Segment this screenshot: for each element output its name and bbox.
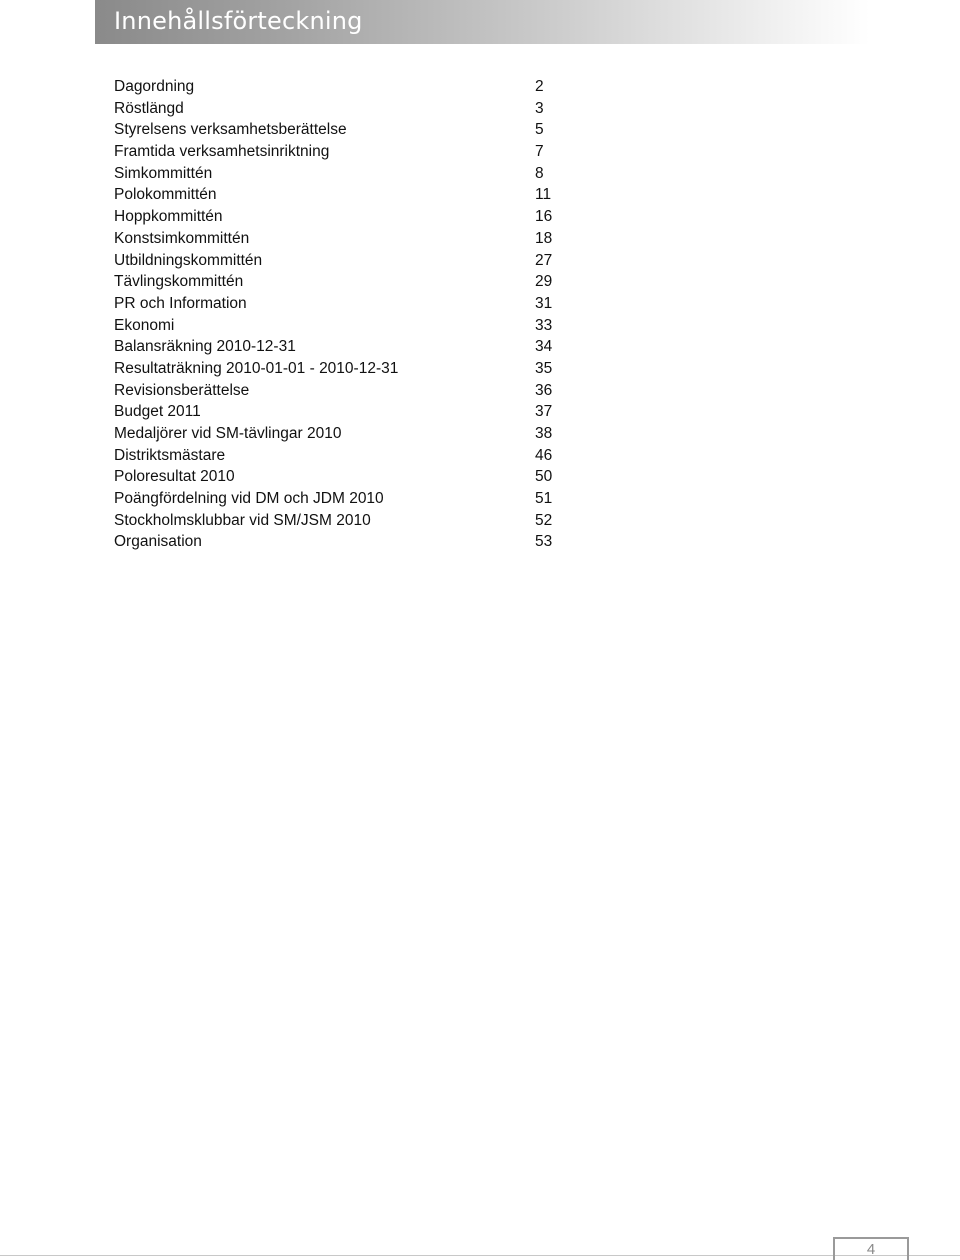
toc-entry[interactable] [114, 271, 574, 293]
toc-entry-label: Tävlingskommittén [114, 273, 244, 291]
header-band [95, 0, 870, 44]
toc-entry-label: PR och Information [114, 294, 247, 312]
toc-entry-page: 52 [535, 511, 553, 529]
toc-entry-label: Utbildningskommittén [114, 251, 263, 269]
toc-entry[interactable] [114, 445, 574, 467]
toc-entry-page: 2 [535, 78, 544, 95]
toc-entry[interactable] [114, 184, 574, 206]
toc-entry-page: 38 [535, 425, 553, 442]
toc-entry-page: 16 [535, 208, 553, 226]
page-number-box [833, 1237, 909, 1260]
toc-entry[interactable] [114, 380, 574, 402]
toc-entry[interactable] [114, 76, 574, 98]
toc-entry-page: 5 [535, 121, 544, 139]
toc-entry[interactable] [114, 336, 574, 358]
toc-entry-page: 46 [535, 446, 553, 464]
toc-entry-page: 8 [535, 164, 544, 182]
toc-entry-page: 29 [535, 273, 553, 291]
toc-entry[interactable] [114, 206, 574, 228]
toc-entry-page: 33 [535, 316, 553, 334]
toc-entry-page: 53 [535, 533, 553, 551]
toc-entry-page: 34 [535, 338, 553, 356]
toc-entry[interactable] [114, 98, 574, 120]
toc-entry-label: Budget 2011 [114, 403, 201, 421]
toc-entry-label: Ekonomi [114, 316, 175, 334]
toc-entry-label: Dagordning [114, 78, 195, 95]
toc-entry[interactable] [114, 423, 574, 445]
toc-entry-page: 7 [535, 143, 544, 161]
toc-entry-label: Polokommittén [114, 186, 217, 204]
toc-entry[interactable] [114, 358, 574, 380]
toc-entry-label: Hoppkommittén [114, 208, 223, 226]
toc-entry-page: 11 [535, 186, 552, 204]
toc-entry-label: Stockholmsklubbar vid SM/JSM 2010 [114, 511, 371, 529]
toc-entry-page: 37 [535, 403, 553, 421]
toc-entry[interactable] [114, 141, 574, 163]
toc-entry-page: 35 [535, 359, 553, 377]
toc-entry[interactable] [114, 531, 574, 553]
page-title: Innehållsförteckning [114, 7, 363, 35]
toc-entry-label: Distriktsmästare [114, 446, 226, 464]
toc-entry-label: Resultaträkning 2010-01-01 - 2010-12-31 [114, 359, 399, 377]
toc-entry-label: Revisionsberättelse [114, 381, 250, 399]
toc-entry[interactable] [114, 228, 574, 250]
toc-entry[interactable] [114, 250, 574, 272]
toc-entry-page: 51 [535, 490, 553, 508]
toc-entry-label: Styrelsens verksamhetsberättelse [114, 121, 347, 139]
footer-line [0, 1255, 960, 1256]
toc-entry-label: Medaljörer vid SM-tävlingar 2010 [114, 425, 342, 442]
toc-entry[interactable] [114, 466, 574, 488]
toc-entry-label: Poloresultat 2010 [114, 468, 235, 486]
toc-entry-page: 27 [535, 251, 553, 269]
toc-entry[interactable] [114, 315, 574, 337]
toc-entry[interactable] [114, 510, 574, 532]
toc-entry-label: Konstsimkommittén [114, 229, 250, 247]
toc-entry-label: Balansräkning 2010-12-31 [114, 338, 296, 356]
toc-entry[interactable] [114, 119, 574, 141]
toc-entry-page: 50 [535, 468, 553, 486]
toc-entry-page: 36 [535, 381, 553, 399]
toc-entry-label: Simkommittén [114, 164, 213, 182]
toc-entry[interactable] [114, 401, 574, 423]
toc-entry-label: Röstlängd [114, 99, 184, 117]
toc-entry-page: 18 [535, 229, 553, 247]
toc-entry-label: Framtida verksamhetsinriktning [114, 143, 330, 161]
toc-entry-label: Poängfördelning vid DM och JDM 2010 [114, 490, 384, 508]
toc-entry-page: 31 [535, 294, 553, 312]
toc-entry[interactable] [114, 163, 574, 185]
toc-entry[interactable] [114, 488, 574, 510]
table-of-contents [114, 76, 574, 553]
toc-entry-page: 3 [535, 99, 544, 117]
toc-entry[interactable] [114, 293, 574, 315]
toc-entry-label: Organisation [114, 533, 202, 551]
page-number: 4 [866, 1241, 876, 1258]
